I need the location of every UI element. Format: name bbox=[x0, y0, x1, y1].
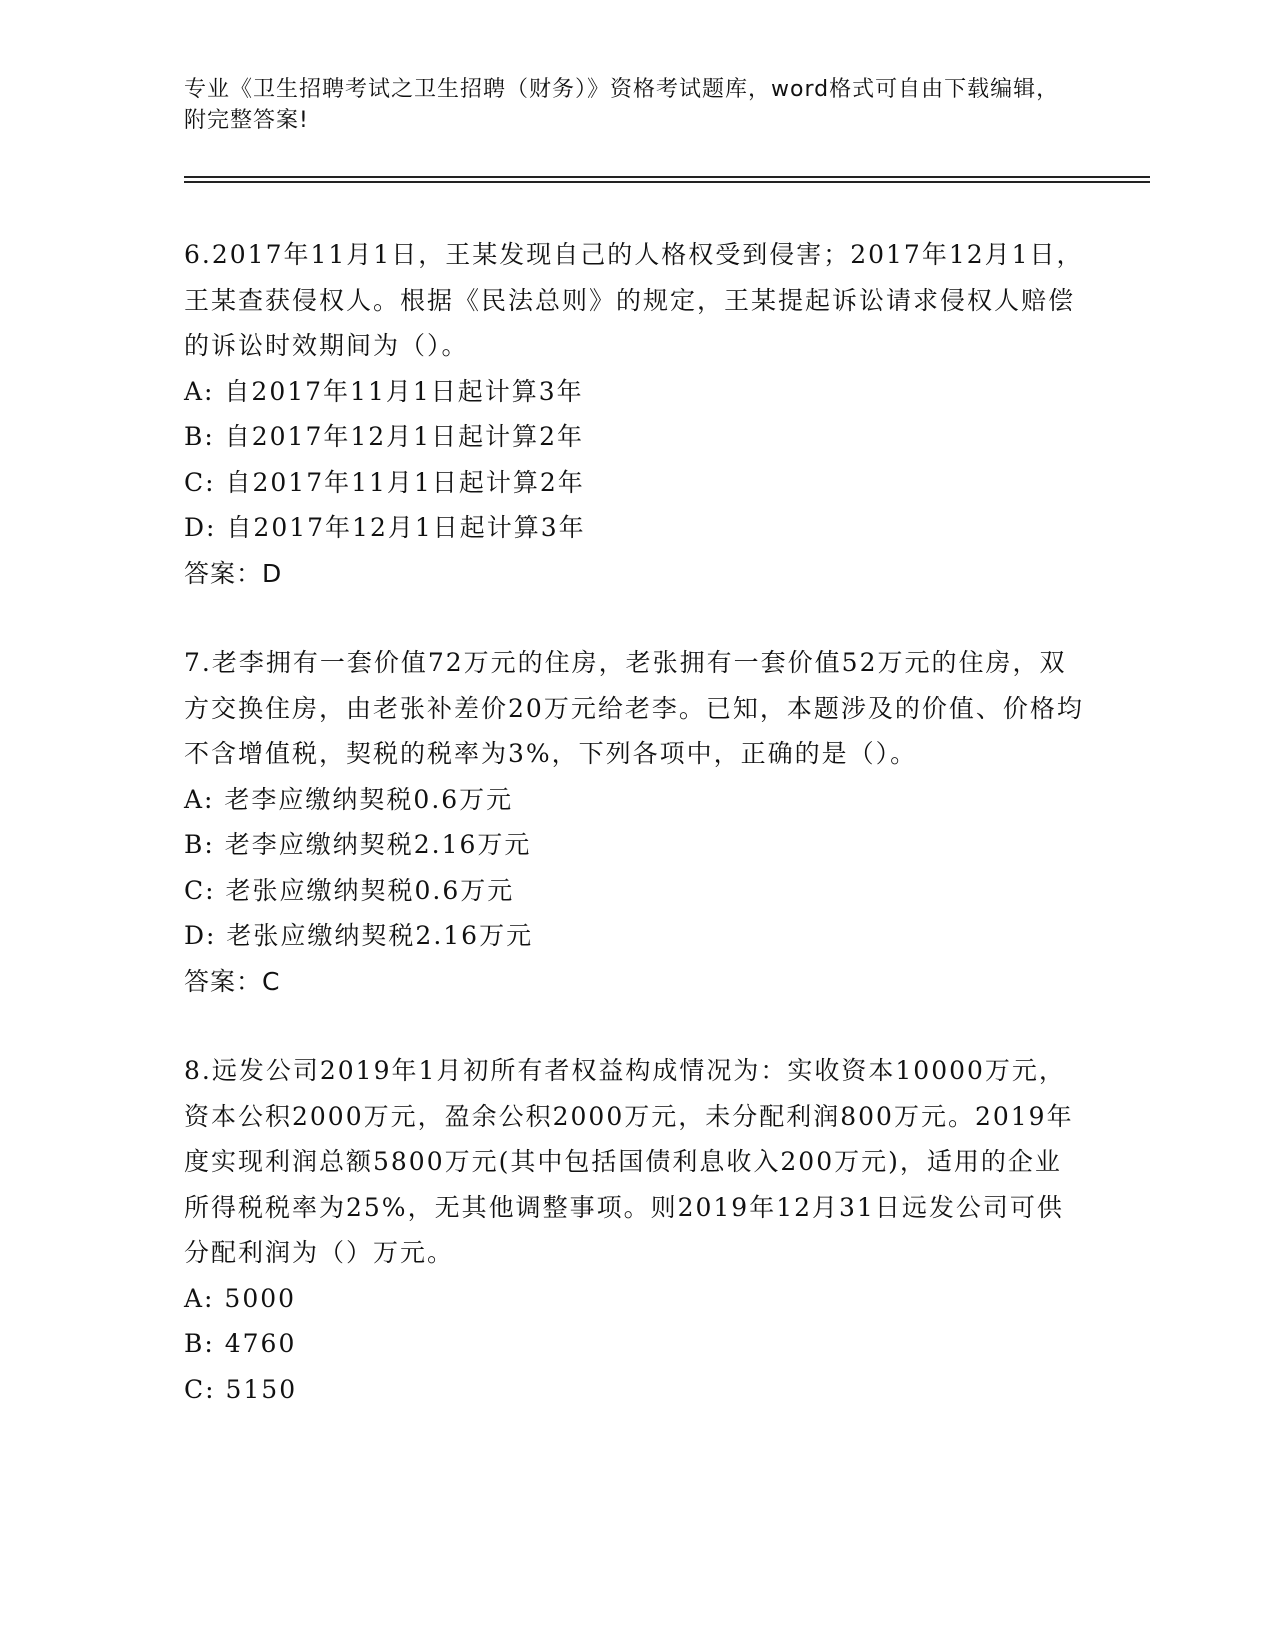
option-b: B: 老李应缴纳契税2.16万元 bbox=[184, 830, 532, 859]
option-d: D: 自2017年12月1日起计算3年 bbox=[184, 513, 586, 542]
option-b: B: 自2017年12月1日起计算2年 bbox=[184, 422, 584, 451]
option-a: A: 5000 bbox=[184, 1283, 297, 1313]
question-7 bbox=[184, 640, 1084, 1004]
question-list bbox=[184, 232, 1084, 1456]
answer: 答案：D bbox=[184, 558, 283, 588]
option-c: C: 自2017年11月1日起计算2年 bbox=[184, 467, 585, 497]
option-d: D: 老张应缴纳契税2.16万元 bbox=[184, 921, 534, 950]
question-stem: 7.老李拥有一套价值72万元的住房，老张拥有一套价值52万元的住房，双方交换住房，由老张补差价20万元给老李。已知，本题涉及的价值、价格均不含增值税，契税的税率为3%，下列各项中，正确的是（）。 bbox=[184, 648, 1084, 768]
header-divider-bottom bbox=[184, 181, 1150, 183]
option-a: A: 老李应缴纳契税0.6万元 bbox=[184, 784, 514, 814]
option-c: C: 老张应缴纳契税0.6万元 bbox=[184, 875, 515, 905]
header-divider-top bbox=[184, 176, 1150, 178]
question-8 bbox=[184, 1048, 1084, 1412]
option-c: C: 5150 bbox=[184, 1374, 298, 1404]
document-header: 专业《卫生招聘考试之卫生招聘（财务）》资格考试题库，word格式可自由下载编辑，附完整答案! bbox=[184, 77, 1060, 133]
question-stem: 8.远发公司2019年1月初所有者权益构成情况为：实收资本10000万元，资本公积2000万元，盈余公积2000万元，未分配利润800万元。2019年度实现利润总额5800万元(其中包括国债利息收入200万元)，适用的企业所得税税率为25%，无其他调整事项。则2019年12月31日远发公司可供分配利润为（）万元。 bbox=[184, 1056, 1074, 1267]
option-b: B: 4760 bbox=[184, 1329, 297, 1358]
question-6 bbox=[184, 232, 1084, 596]
answer: 答案：C bbox=[184, 966, 281, 996]
option-a: A: 自2017年11月1日起计算3年 bbox=[184, 376, 584, 406]
question-stem: 6.2017年11月1日，王某发现自己的人格权受到侵害；2017年12月1日，王某查获侵权人。根据《民法总则》的规定，王某提起诉讼请求侵权人赔偿的诉讼时效期间为（）。 bbox=[184, 240, 1084, 360]
